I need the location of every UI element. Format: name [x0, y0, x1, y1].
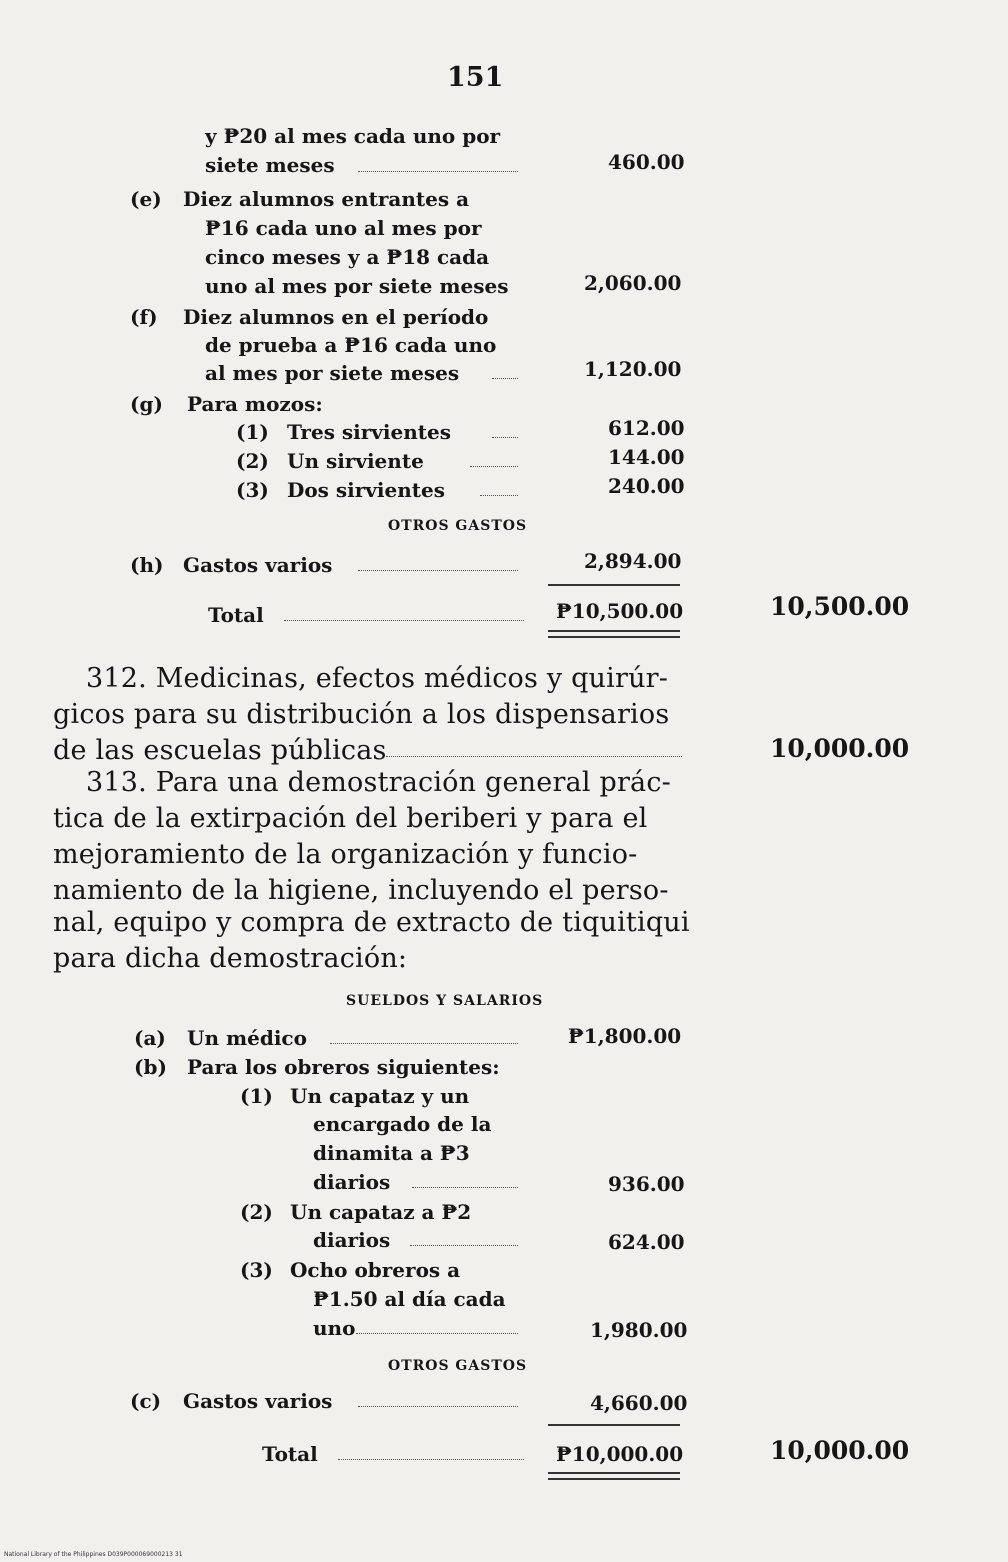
item-b2-line1: Un capataz a ₱2	[290, 1200, 472, 1224]
leader-dots	[358, 570, 518, 571]
item-d-line2: siete meses	[205, 153, 335, 177]
leader-dots	[480, 495, 518, 496]
leader-dots	[410, 1245, 518, 1246]
item-h-text: Gastos varios	[183, 553, 333, 577]
item-b2-line2: diarios	[313, 1228, 391, 1252]
item-c-amount: 4,660.00	[590, 1391, 688, 1415]
item-g3-num: (3)	[236, 478, 269, 502]
item-e-line2: ₱16 cada uno al mes por	[205, 216, 482, 240]
item-e-line4: uno al mes por siete meses	[205, 274, 509, 298]
item-b2-amount: 624.00	[608, 1230, 685, 1254]
item-b3-line3: uno	[313, 1316, 356, 1340]
sec312-line2: gicos para su distribución a los dispensarios	[53, 699, 670, 730]
item-b1-num: (1)	[240, 1084, 273, 1108]
leader-dots	[492, 437, 518, 438]
item-g-text: Para mozos:	[187, 392, 323, 416]
sec313-line5: nal, equipo y compra de extracto de tiquitiqui	[53, 907, 690, 938]
item-d-line1: y ₱20 al mes cada uno por	[205, 124, 501, 148]
item-g3-amount: 240.00	[608, 474, 685, 498]
leader-dots	[492, 378, 518, 379]
item-f-amount: 1,120.00	[584, 357, 682, 381]
leader-dots	[386, 756, 682, 757]
item-b3-line2: ₱1.50 al día cada	[313, 1287, 506, 1311]
sum-rule	[548, 584, 680, 586]
item-b2-num: (2)	[240, 1200, 273, 1224]
item-f-label: (f)	[130, 305, 158, 329]
item-h-amount: 2,894.00	[584, 549, 682, 573]
sec313-line6: para dicha demostración:	[53, 943, 408, 974]
leader-dots	[284, 620, 524, 621]
item-a-text: Un médico	[187, 1026, 307, 1050]
item-d-amount: 460.00	[608, 150, 685, 174]
item-g2-amount: 144.00	[608, 445, 685, 469]
item-g1-text: Tres sirvientes	[287, 420, 452, 444]
total-label-2: Total	[262, 1442, 318, 1466]
item-e-line1: Diez alumnos entrantes a	[183, 187, 470, 211]
sec312-amount: 10,000.00	[770, 734, 910, 763]
item-b1-line2: encargado de la	[313, 1112, 492, 1136]
item-e-label: (e)	[130, 187, 162, 211]
double-rule-bottom	[548, 1478, 680, 1480]
sec312-line3: de las escuelas públicas	[53, 735, 387, 766]
double-rule-top	[548, 1472, 680, 1474]
sec313-line2: tica de la extirpación del beriberi y para el	[53, 803, 648, 834]
item-g1-amount: 612.00	[608, 416, 685, 440]
item-b3-num: (3)	[240, 1258, 273, 1282]
total-amount: ₱10,500.00	[556, 599, 684, 623]
sum-rule	[548, 1424, 680, 1426]
item-g2-num: (2)	[236, 449, 269, 473]
sec313-line4: namiento de la higiene, incluyendo el perso-	[53, 875, 669, 906]
leader-dots	[358, 171, 518, 172]
item-f-line2: de prueba a ₱16 cada uno	[205, 333, 497, 357]
leader-dots	[356, 1333, 518, 1334]
leader-dots	[330, 1043, 518, 1044]
item-f-line1: Diez alumnos en el período	[183, 305, 489, 329]
item-b3-amount: 1,980.00	[590, 1318, 688, 1342]
item-b1-line4: diarios	[313, 1170, 391, 1194]
item-h-label: (h)	[130, 553, 164, 577]
item-e-line3: cinco meses y a ₱18 cada	[205, 245, 490, 269]
item-g1-num: (1)	[236, 420, 269, 444]
sec312-line1: 312. Medicinas, efectos médicos y quirúr-	[86, 663, 669, 694]
item-c-text: Gastos varios	[183, 1389, 333, 1413]
item-f-line3: al mes por siete meses	[205, 361, 460, 385]
double-rule-top	[548, 630, 680, 632]
section-heading-otros-gastos: OTROS GASTOS	[388, 518, 528, 534]
item-g-label: (g)	[130, 392, 163, 416]
total-right-amount-2: 10,000.00	[770, 1436, 910, 1465]
double-rule-bottom	[548, 636, 680, 638]
item-g3-text: Dos sirvientes	[287, 478, 446, 502]
leader-dots	[358, 1406, 518, 1407]
total-right-amount: 10,500.00	[770, 592, 910, 621]
item-c-label: (c)	[130, 1389, 162, 1413]
leader-dots	[470, 466, 518, 467]
item-b1-line3: dinamita a ₱3	[313, 1141, 470, 1165]
item-a-label: (a)	[134, 1026, 166, 1050]
total-amount-2: ₱10,000.00	[556, 1442, 684, 1466]
leader-dots	[338, 1459, 524, 1460]
item-e-amount: 2,060.00	[584, 271, 682, 295]
item-b3-line1: Ocho obreros a	[290, 1258, 461, 1282]
sec313-line3: mejoramiento de la organización y funcio-	[53, 839, 638, 870]
section-heading-sueldos: SUELDOS Y SALARIOS	[346, 993, 544, 1009]
total-label: Total	[208, 603, 264, 627]
footer-credit: National Library of the Philippines D039P000069000213 31	[4, 1551, 183, 1558]
leader-dots	[412, 1187, 518, 1188]
item-b1-line1: Un capataz y un	[290, 1084, 470, 1108]
page-number: 151	[447, 62, 504, 93]
item-b-label: (b)	[134, 1055, 167, 1079]
item-g2-text: Un sirviente	[287, 449, 424, 473]
sec313-line1: 313. Para una demostración general prác-	[86, 767, 671, 798]
section-heading-otros-gastos-2: OTROS GASTOS	[388, 1358, 528, 1374]
item-b1-amount: 936.00	[608, 1172, 685, 1196]
item-a-amount: ₱1,800.00	[568, 1024, 682, 1048]
item-b-text: Para los obreros siguientes:	[187, 1055, 500, 1079]
